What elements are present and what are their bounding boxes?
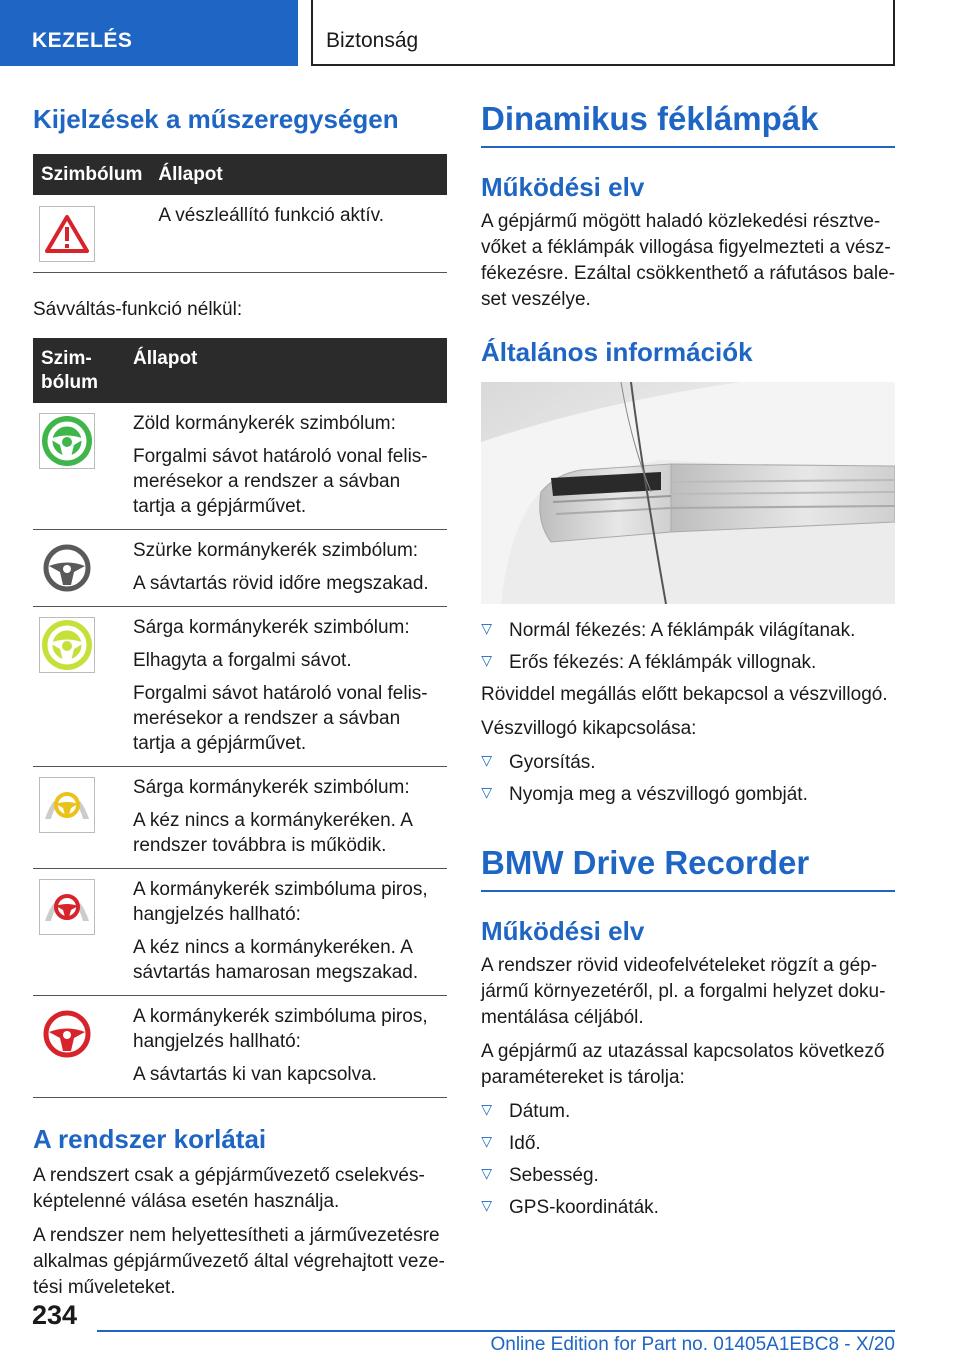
table-row xyxy=(33,767,447,869)
list-item: ▷ Normál fékezés: A féklámpák világítanak. xyxy=(481,618,895,644)
steering-wheel-yellow-hands-icon xyxy=(39,777,95,833)
chapter-tab[interactable]: KEZELÉS xyxy=(0,0,298,66)
limits-para-1: A rendszert csak a gépjárművezető cselekvés-képtelenné válása esetén használja. xyxy=(33,1165,425,1212)
edition-link[interactable]: Online Edition for Part no. 01405A1EBC8 - X/20 xyxy=(490,1334,895,1355)
state-text: A kéz nincs a kormánykeréken. A sávtartás hamarosan megszakad. xyxy=(133,937,419,983)
steering-wheel-gray-icon xyxy=(39,540,95,596)
page-number: 234 xyxy=(32,1300,78,1330)
state-text: Sárga kormánykerék szimbólum: xyxy=(133,777,410,798)
state-text: Szürke kormánykerék szimbólum: xyxy=(133,540,419,561)
recorder-bullets xyxy=(481,1099,895,1221)
state-text: A kéz nincs a kormánykeréken. A rendszer továbbra is működik. xyxy=(133,810,412,856)
state-text: A sávtartás rövid időre megszakad. xyxy=(133,573,429,594)
state-text: Forgalmi sávot határoló vonal felis-merésekor a rendszer a sávban tartja a gépjárművet. xyxy=(133,683,428,754)
list-item: ▷ Nyomja meg a vészvillogó gombját. xyxy=(481,782,895,808)
steering-wheel-yellow-icon xyxy=(39,617,95,673)
table-row xyxy=(33,530,447,607)
limits-title: A rendszer korlátai xyxy=(33,1124,267,1154)
table1-state xyxy=(150,195,447,273)
no-lane-change-intro: Sávváltás-funkció nélkül: xyxy=(33,299,243,320)
steering-wheel-red-icon xyxy=(39,1006,95,1062)
list-item: ▷ Erős fékezés: A féklámpák villognak. xyxy=(481,650,895,676)
state-text: A vészleállító funkció aktív. xyxy=(158,205,384,226)
page-header xyxy=(0,0,960,66)
principle1-title: Működési elv xyxy=(481,172,645,202)
state-text: Sárga kormánykerék szimbólum: xyxy=(133,617,410,638)
brake-light-photo xyxy=(481,382,895,604)
list-item: ▷ Idő. xyxy=(481,1131,895,1157)
left-title: Kijelzések a műszeregységen xyxy=(33,104,399,134)
general-info-title: Általános információk xyxy=(481,337,753,367)
table-row xyxy=(33,403,447,530)
list-item: ▷ Dátum. xyxy=(481,1099,895,1125)
list-item: ▷ Sebesség. xyxy=(481,1163,895,1189)
principle2-para-2: A gépjármű az utazással kapcsolatos következő paramétereket is tárolja: xyxy=(481,1041,885,1088)
symbol-table-1 xyxy=(33,154,447,273)
right-column xyxy=(481,100,895,1227)
state-text: A kormánykerék szimbóluma piros, hangjelzés hallható: xyxy=(133,879,428,925)
hazard-para-2: Vészvillogó kikapcsolása: xyxy=(481,718,697,739)
principle1-text: A gépjármű mögött haladó közlekedési résztve-vőket a féklámpák villogása figyelmezteti a vész-fékezésre. Ezáltal csökkenthető a ráfutásos bale-set veszélye. xyxy=(481,211,896,310)
steering-wheel-red-hands-icon xyxy=(39,879,95,935)
section-title: Biztonság xyxy=(311,0,895,66)
table-row xyxy=(33,996,447,1098)
warning-triangle-icon xyxy=(39,206,95,262)
drive-recorder-title: BMW Drive Recorder xyxy=(481,844,895,892)
table-row xyxy=(33,195,447,273)
table-row xyxy=(33,869,447,996)
state-text: A kormánykerék szimbóluma piros, hangjelzés hallható: xyxy=(133,1006,428,1052)
principle2-para-1: A rendszer rövid videofelvételeket rögzít a gép-jármű környezetéről, pl. a forgalmi helyzet doku-mentálása céljából. xyxy=(481,955,886,1028)
table2-header-symbol xyxy=(33,338,125,403)
list-item: ▷ Gyorsítás. xyxy=(481,750,895,776)
table1-header-symbol: Szimbólum xyxy=(33,154,150,195)
left-column xyxy=(33,100,447,1309)
footer-divider xyxy=(97,1330,895,1332)
list-item: ▷ GPS-koordináták. xyxy=(481,1195,895,1221)
brake-bullets xyxy=(481,618,895,676)
table-row xyxy=(33,607,447,767)
hazard-para-1: Röviddel megállás előtt bekapcsol a vészvillogó. xyxy=(481,684,888,705)
hazard-bullets xyxy=(481,750,895,808)
state-text: Zöld kormánykerék szimbólum: xyxy=(133,413,396,434)
limits-para-2: A rendszer nem helyettesítheti a járművezetésre alkalmas gépjárművezető által végrehajtott veze-tési műveleteket. xyxy=(33,1225,445,1298)
table2-header-symbol-line1: Szim- xyxy=(41,348,92,369)
state-text: A sávtartás ki van kapcsolva. xyxy=(133,1064,377,1085)
steering-wheel-green-icon xyxy=(39,413,95,469)
state-text: Elhagyta a forgalmi sávot. xyxy=(133,650,352,671)
table2-header-state: Állapot xyxy=(125,338,447,403)
state-text: Forgalmi sávot határoló vonal felis-merésekor a rendszer a sávban tartja a gépjárművet. xyxy=(133,446,428,517)
symbol-table-2 xyxy=(33,338,447,1098)
table1-header-state: Állapot xyxy=(150,154,447,195)
principle2-title: Működési elv xyxy=(481,916,645,946)
dynamic-brake-lights-title: Dinamikus féklámpák xyxy=(481,100,895,148)
table2-header-symbol-line2: bólum xyxy=(41,372,98,393)
